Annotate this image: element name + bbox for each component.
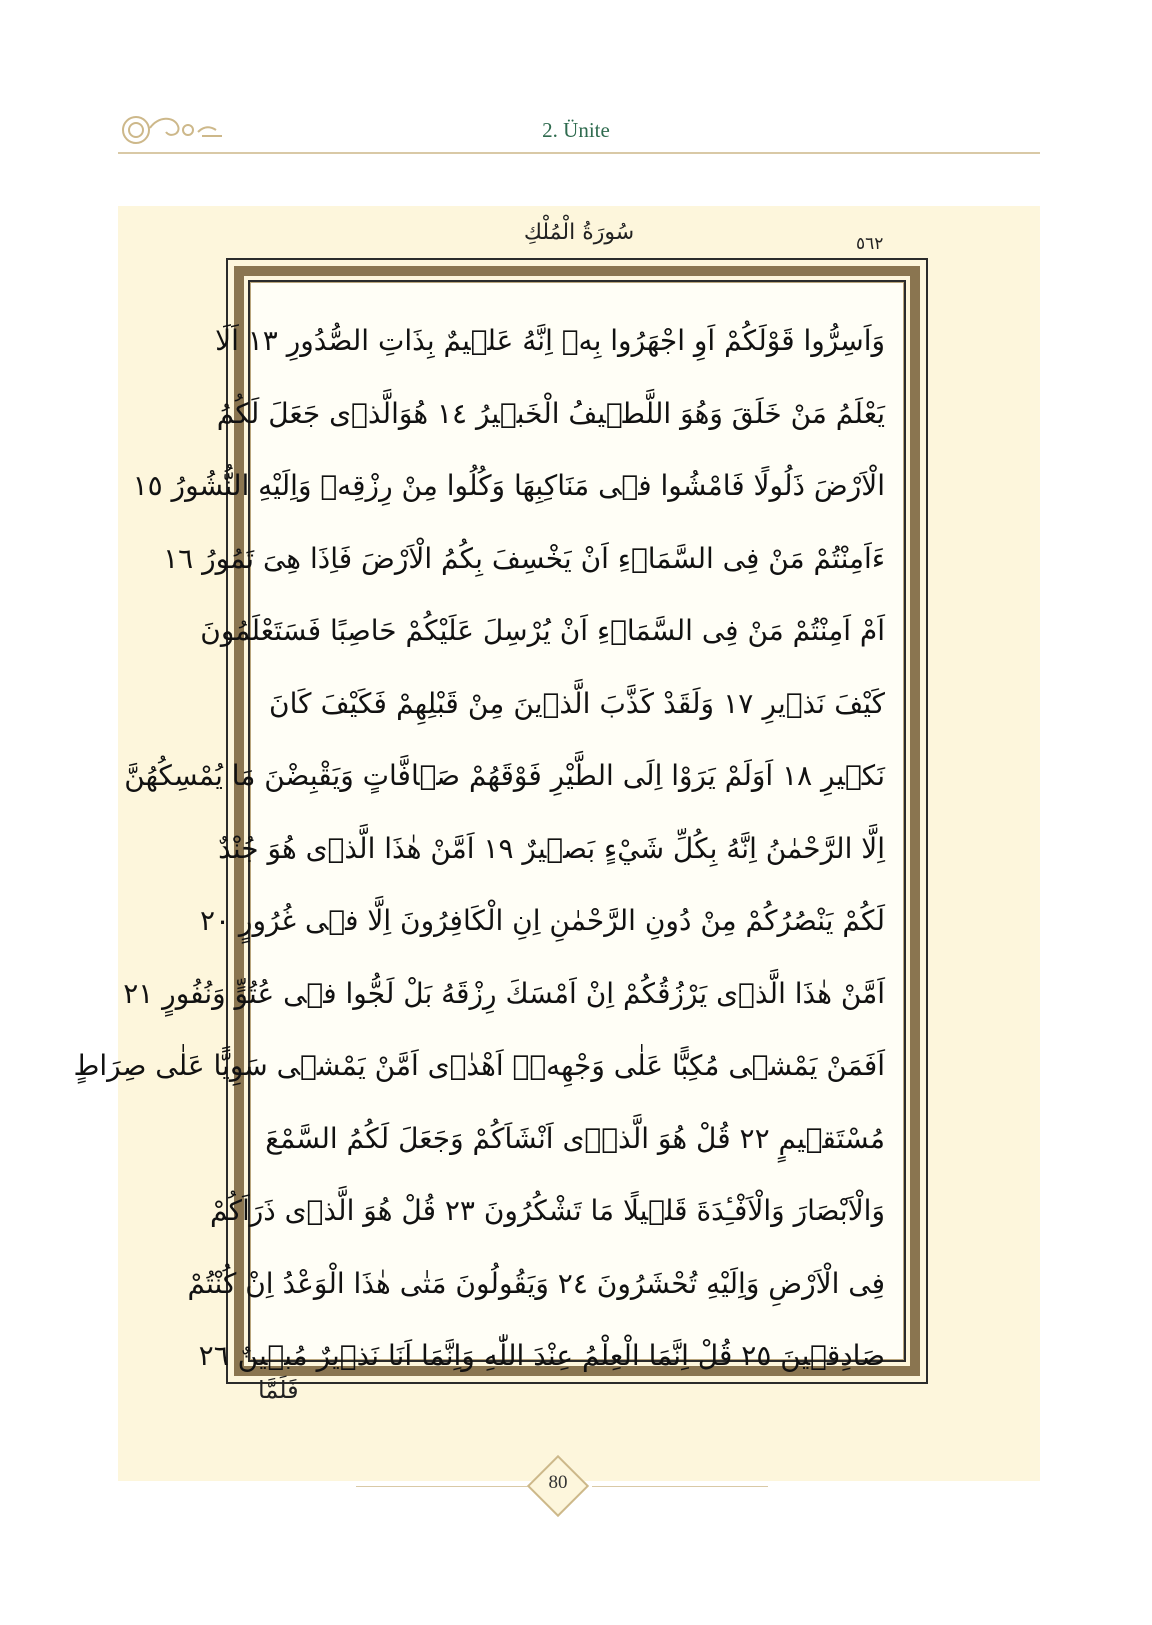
unit-title: 2. Ünite [542,118,610,142]
footer-divider-left [356,1486,532,1487]
verse-line: فِى الْاَرْضِ وَاِلَيْهِ تُحْشَرُونَ ٢٤ وَيَقُولُونَ مَتٰى هٰذَا الْوَعْدُ اِنْ كُنْتُمْ [187,1266,885,1300]
verse-line: ءَاَمِنْتُمْ مَنْ فِى السَّمَاۤءِ اَنْ يَخْسِفَ بِكُمُ الْاَرْضَ فَاِذَا هِىَ تَمُورُ ١٦ [163,541,885,575]
page-number: 80 [548,1472,568,1493]
verse-line: اَمَّنْ هٰذَا الَّذٖى يَرْزُقُكُمْ اِنْ اَمْسَكَ رِزْقَهُ بَلْ لَجُّوا فٖى عُتُوٍّ وَنُفُورٍ ٢١ [123,976,885,1010]
verse-line: وَاَسِرُّوا قَوْلَكُمْ اَوِ اجْهَرُوا بِهٖ اِنَّهُ عَلٖيمٌ بِذَاتِ الصُّدُورِ ١٣ اَلَا [215,324,885,357]
verse-line: مُسْتَقٖيمٍ ٢٢ قُلْ هُوَ الَّذٖۤى اَنْشَاَكُمْ وَجَعَلَ لَكُمُ السَّمْعَ [265,1121,885,1155]
ornamental-frame [73,258,928,1384]
verse-line: نَكٖيرِ ١٨ اَوَلَمْ يَرَوْا اِلَى الطَّيْرِ فَوْقَهُمْ صَۤافَّاتٍ وَيَقْبِضْنَ مَا يُمْسِكُهُنَّ [124,759,885,792]
header-divider [118,152,1040,154]
mushaf-page [73,206,1040,1481]
verse-line: اَفَمَنْ يَمْشٖى مُكِبًّا عَلٰى وَجْهِهٖۤ اَهْدٰۤى اَمَّنْ يَمْشٖى سَوِيًّا عَلٰى صِرَاطٍ [73,1049,885,1082]
verse-line: لَكُمْ يَنْصُرُكُمْ مِنْ دُونِ الرَّحْمٰنِ اِنِ الْكَافِرُونَ اِلَّا فٖى غُرُورٍ ٢٠ [199,904,885,937]
mushaf-page-number: ٥٦٢ [856,234,884,254]
verse-line: صَادِقٖينَ ٢٥ قُلْ اِنَّمَا الْعِلْمُ عِنْدَ اللّٰهِ وَاِنَّمَا اَنَا نَذٖيرٌ مُبٖينٌ ٢٦ [198,1339,885,1372]
footer-divider-right [592,1486,768,1487]
verse-line: كَيْفَ نَذٖيرِ ١٧ وَلَقَدْ كَذَّبَ الَّذٖينَ مِنْ قَبْلِهِمْ فَكَيْفَ كَانَ [269,686,885,720]
verse-text-block [73,282,904,1372]
catchword: فَلَمَّا [258,1376,299,1404]
verse-line: يَعْلَمُ مَنْ خَلَقَ وَهُوَ اللَّطٖيفُ الْخَبٖيرُ ١٤ هُوَالَّذٖى جَعَلَ لَكُمُ [216,396,885,430]
verse-line: اِلَّا الرَّحْمٰنُ اِنَّهُ بِكُلِّ شَيْءٍ بَصٖيرٌ ١٩ اَمَّنْ هٰذَا الَّذٖى هُوَ جُنْدٌ [218,831,885,865]
surah-title: سُورَةُ الْمُلْكِ [523,220,635,245]
verse-line: اَمْ اَمِنْتُمْ مَنْ فِى السَّمَاۤءِ اَنْ يُرْسِلَ عَلَيْكُمْ حَاصِبًا فَسَتَعْلَمُونَ [200,614,885,647]
verse-line: الْاَرْضَ ذَلُولًا فَامْشُوا فٖى مَنَاكِبِهَا وَكُلُوا مِنْ رِزْقِهٖ وَاِلَيْهِ النُّشُورُ ١٥ [132,469,885,502]
verse-line: وَالْاَبْصَارَ وَالْاَفْـِٔدَةَ قَلٖيلًا مَا تَشْكُرُونَ ٢٣ قُلْ هُوَ الَّذٖى ذَرَاَكُمْ [209,1194,885,1227]
